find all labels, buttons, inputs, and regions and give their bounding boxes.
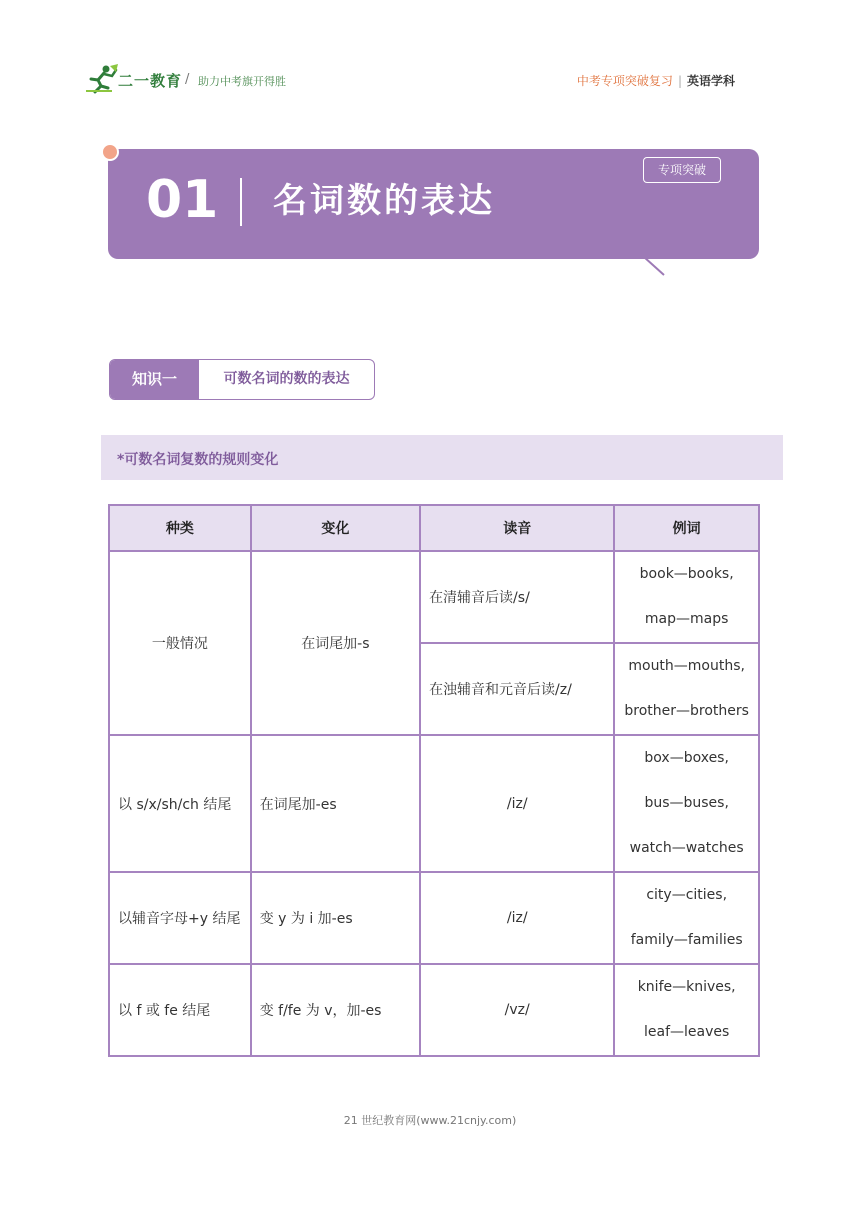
pronunciation-cell: /vz/ [420,964,614,1056]
change-cell: 在词尾加-s [251,551,420,735]
plural-rules-table [108,504,760,1057]
banner-title: 名词数的表达 [273,181,495,221]
change-cell: 变 y 为 i 加-es [251,872,420,964]
table-row [109,964,759,1056]
example-word: family—families [630,932,743,948]
header-separator: | [677,74,682,88]
examples-cell [614,643,759,735]
banner-dot-decoration [101,143,119,161]
examples-cell [614,872,759,964]
change-cell: 变 f/fe 为 v，加-es [251,964,420,1056]
banner-tag: 专项突破 [643,157,721,183]
change-cell: 在词尾加-es [251,735,420,872]
example-word: bus—buses, [644,795,729,811]
example-word: book—books, [639,566,734,582]
example-word: watch—watches [629,840,744,856]
pronunciation-cell: 在浊辅音和元音后读/z/ [420,643,614,735]
examples-cell [614,551,759,643]
runner-logo-icon [86,64,120,94]
header-pronunciation: 读音 [420,505,614,551]
pronunciation-cell: 在清辅音后读/s/ [420,551,614,643]
slogan: 助力中考旗开得胜 [198,75,286,88]
category-cell: 以辅音字母+y 结尾 [109,872,251,964]
example-word: city—cities, [646,887,728,903]
example-word: knife—knives, [637,979,736,995]
header-change: 变化 [251,505,420,551]
pronunciation-cell: /iz/ [420,735,614,872]
example-word: mouth—mouths, [628,658,745,674]
header-topic: 中考专项突破复习 [576,74,673,88]
banner-number: 01 [146,170,219,230]
category-cell: 一般情况 [109,551,251,735]
example-word: box—boxes, [644,750,729,766]
category-cell: 以 f 或 fe 结尾 [109,964,251,1056]
subheading-text: *可数名词复数的规则变化 [117,452,279,468]
banner-divider [240,178,242,226]
table-row [109,872,759,964]
category-cell: 以 s/x/sh/ch 结尾 [109,735,251,872]
header-examples: 例词 [614,505,759,551]
page-footer: 21 世纪教育网(www.21cnjy.com) [343,1114,517,1127]
header-subject: 英语学科 [686,74,735,88]
header-category: 种类 [109,505,251,551]
header-right [577,72,735,89]
table-row [109,551,759,643]
table-header-row [109,505,759,551]
banner-tail-decoration [640,255,670,279]
table-row [109,735,759,872]
examples-cell [614,735,759,872]
example-word: brother—brothers [624,703,749,719]
section-title: 可数名词的数的表达 [223,371,350,387]
example-word: map—maps [644,611,729,627]
section-label [109,359,375,400]
example-word: leaf—leaves [644,1024,730,1040]
logo-separator: / [185,72,190,87]
examples-cell [614,964,759,1056]
section-tag: 知识一 [110,360,199,399]
logo-text: 二一教育 [118,72,183,90]
pronunciation-cell: /iz/ [420,872,614,964]
